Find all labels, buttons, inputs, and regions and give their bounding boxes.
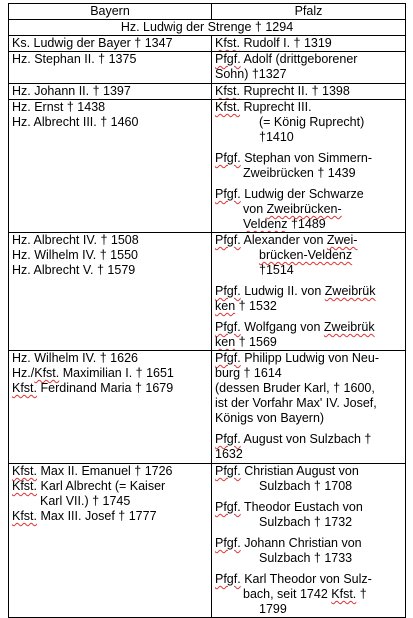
- bayern-cell: [9, 464, 212, 618]
- ruler-entry-continued: [215, 248, 402, 263]
- table-row: [9, 20, 406, 36]
- ruler-name: Philipp Ludwig von Neu-: [240, 351, 379, 365]
- ruler-entry-continued: †1410: [259, 130, 294, 144]
- ruler-entry-continued: [215, 217, 402, 232]
- title-abbreviation: Pfgf.: [215, 572, 241, 586]
- place-name: ken: [215, 335, 236, 349]
- title-abbreviation: Kfst.: [215, 100, 241, 114]
- title-abbreviation: Kfst.: [215, 84, 241, 98]
- ruler-entry: Ks. Ludwig der Bayer † 1347: [12, 36, 173, 50]
- title-abbreviation: Kfst.: [12, 509, 38, 523]
- ruler-entry: [215, 84, 402, 99]
- title-abbreviation: Pfgf.: [215, 187, 241, 201]
- ruler-entry-continued: Sohn) †1327: [215, 67, 287, 81]
- ruler-name: Max III. Josef † 1777: [37, 509, 157, 523]
- ruler-entry: Hz. Johann II. † 1397: [12, 84, 131, 98]
- ruler-entry-continued: [215, 587, 402, 602]
- title-abbreviation: Pfgf.: [215, 464, 241, 478]
- ruler-name: Wolfgang von: [240, 320, 324, 334]
- ruler-title: Hz./: [12, 366, 35, 380]
- bayern-cell: [9, 233, 212, 351]
- place-name: Zweibrük: [323, 320, 375, 334]
- ruler-entry: [215, 464, 402, 479]
- place-name: ken: [215, 299, 236, 313]
- pfalz-cell: [212, 36, 406, 52]
- bayern-cell: [9, 36, 212, 52]
- ruler-entry-continued: 1632: [215, 447, 243, 461]
- title-abbreviation: Pfgf.: [215, 351, 241, 365]
- column-header-bayern: Bayern: [9, 4, 212, 20]
- ruler-entry: [215, 432, 402, 447]
- table-row: [9, 36, 406, 52]
- ruler-entry-continued: †1514: [259, 263, 294, 277]
- table-row: [9, 84, 406, 100]
- bayern-cell: [9, 351, 212, 464]
- ruler-name: Ruprecht II. † 1398: [240, 84, 350, 98]
- ruler-entry-continued: Sulzbach † 1708: [259, 479, 353, 493]
- ruler-death: † 1569: [235, 335, 277, 349]
- column-header-pfalz: Pfalz: [212, 4, 406, 20]
- ruler-entry-continued: 1799: [259, 602, 287, 616]
- ruler-entry: Hz. Wilhelm IV. † 1626: [12, 351, 138, 365]
- ruler-entry: [215, 536, 402, 551]
- ruler-entry-continued: Zweibrücken † 1439: [243, 166, 356, 180]
- ruler-entry: Hz. Albrecht III. † 1460: [12, 115, 139, 129]
- pfalz-cell: [212, 233, 406, 351]
- table-row: [9, 52, 406, 84]
- ruler-entry-continued: [215, 335, 402, 350]
- ruler-entry: Hz. Wilhelm IV. † 1550: [12, 248, 138, 262]
- place-name: brücken-Veldenz: [259, 248, 353, 262]
- place-name: Zweibrük: [324, 284, 376, 298]
- ruler-name: Stephan von Simmern-: [240, 151, 373, 165]
- title-abbreviation: Pfgf.: [215, 432, 241, 446]
- ruler-name: Ferdinand Maria † 1679: [37, 381, 174, 395]
- ruler-entry-continued: Sulzbach † 1733: [259, 551, 353, 565]
- pfalz-cell: [212, 100, 406, 233]
- title-abbreviation: Kfst.: [12, 381, 38, 395]
- ruler-entry: [215, 284, 402, 299]
- ruler-entry: Hz. Albrecht V. † 1579: [12, 263, 136, 277]
- place-name: Zwei-: [326, 233, 358, 247]
- ruler-death: † 1532: [235, 299, 277, 313]
- ruler-entry: Hz. Ernst † 1438: [12, 100, 106, 114]
- ruler-entry: [215, 100, 402, 115]
- ruler-name: Adolf (drittgeborener: [240, 52, 358, 66]
- ruler-name: Ludwig II. von: [240, 284, 325, 298]
- ruler-entry: [12, 464, 208, 479]
- pfalz-cell: [212, 52, 406, 84]
- title-abbreviation: Pfgf.: [215, 500, 241, 514]
- title-abbreviation: Pfgf.: [215, 536, 241, 550]
- ruler-entry: [12, 509, 208, 524]
- ruler-entry: [12, 366, 208, 381]
- title-abbreviation: Pfgf.: [215, 151, 241, 165]
- ruler-death: †1489: [287, 217, 326, 231]
- ruler-name: Ludwig der Schwarze: [240, 187, 364, 201]
- ruler-entry-continued: (= König Ruprecht): [259, 115, 365, 129]
- ruler-entry: [215, 351, 402, 366]
- ruler-name: Karl Theodor von Sulz-: [240, 572, 372, 586]
- ruler-entry-continued: [215, 202, 402, 217]
- title-abbreviation: Kfst.: [331, 587, 357, 601]
- title-abbreviation: Pfgf.: [215, 233, 241, 247]
- ruler-name: Johann Christian von: [240, 536, 362, 550]
- pfalz-cell: [212, 351, 406, 464]
- ruler-entry: [12, 479, 208, 494]
- ruler-entry-continued: Sulzbach † 1732: [259, 515, 353, 529]
- ruler-entry: Hz. Albrecht IV. † 1508: [12, 233, 139, 247]
- ruler-entry: Hz. Stephan II. † 1375: [12, 52, 137, 66]
- ruler-entry: [215, 52, 402, 67]
- place-name: Veldenz: [243, 217, 288, 231]
- table-row: [9, 233, 406, 351]
- ruler-entry: [215, 187, 402, 202]
- ruler-name: Max II. Emanuel † 1726: [37, 464, 173, 478]
- title-abbreviation: Pfgf.: [215, 52, 241, 66]
- ruler-entry-continued: Karl VII.) † 1745: [40, 494, 131, 508]
- note-line: Königs von Bayern): [215, 411, 325, 425]
- ruler-death: †: [356, 587, 367, 601]
- pfalz-cell: [212, 464, 406, 618]
- title-abbreviation: Kfst.: [12, 479, 38, 493]
- ruler-entry: [215, 500, 402, 515]
- table-row: [9, 100, 406, 233]
- ruler-entry-continued: [215, 299, 402, 314]
- common-ancestor-cell: Hz. Ludwig der Strenge † 1294: [9, 20, 406, 36]
- ruler-name: Theodor Eustach von: [240, 500, 363, 514]
- pfalz-cell: [212, 84, 406, 100]
- note-line: (dessen Bruder Karl, † 1600,: [215, 381, 375, 395]
- bayern-cell: [9, 100, 212, 233]
- title-abbreviation: Pfgf.: [215, 320, 241, 334]
- title-abbreviation: Kfst.: [12, 464, 38, 478]
- ruler-entry-continued: burg † 1614: [215, 366, 282, 380]
- ruler-entry: [215, 151, 402, 166]
- ruler-entry: [215, 233, 402, 248]
- ruler-name: Maximilian I. † 1651: [59, 366, 174, 380]
- ruler-name: Rudolf I. † 1319: [240, 36, 332, 50]
- title-abbreviation: Pfgf.: [215, 284, 241, 298]
- bayern-cell: [9, 84, 212, 100]
- ruler-name: bach, seit 1742: [243, 587, 332, 601]
- place-name: Zweibrücken-: [266, 202, 342, 216]
- ruler-entry: [215, 320, 402, 335]
- note-line: ist der Vorfahr Max' IV. Josef,: [215, 396, 377, 410]
- ruler-name: Alexander von: [240, 233, 327, 247]
- bayern-cell: [9, 52, 212, 84]
- ruler-name: Christian August von: [240, 464, 359, 478]
- ruler-entry: [215, 36, 402, 51]
- table-row: [9, 351, 406, 464]
- title-abbreviation: Kfst.: [34, 366, 60, 380]
- ruler-name: August von Sulzbach †: [240, 432, 372, 446]
- ruler-entry: [12, 381, 208, 396]
- lineage-table: [8, 3, 406, 618]
- title-abbreviation: Kfst.: [215, 36, 241, 50]
- ruler-name: Karl Albrecht (= Kaiser: [37, 479, 166, 493]
- ruler-name: von: [243, 202, 267, 216]
- ruler-entry: [215, 572, 402, 587]
- table-row: [9, 464, 406, 618]
- ruler-name: Ruprecht III.: [240, 100, 312, 114]
- header-row: [9, 4, 406, 20]
